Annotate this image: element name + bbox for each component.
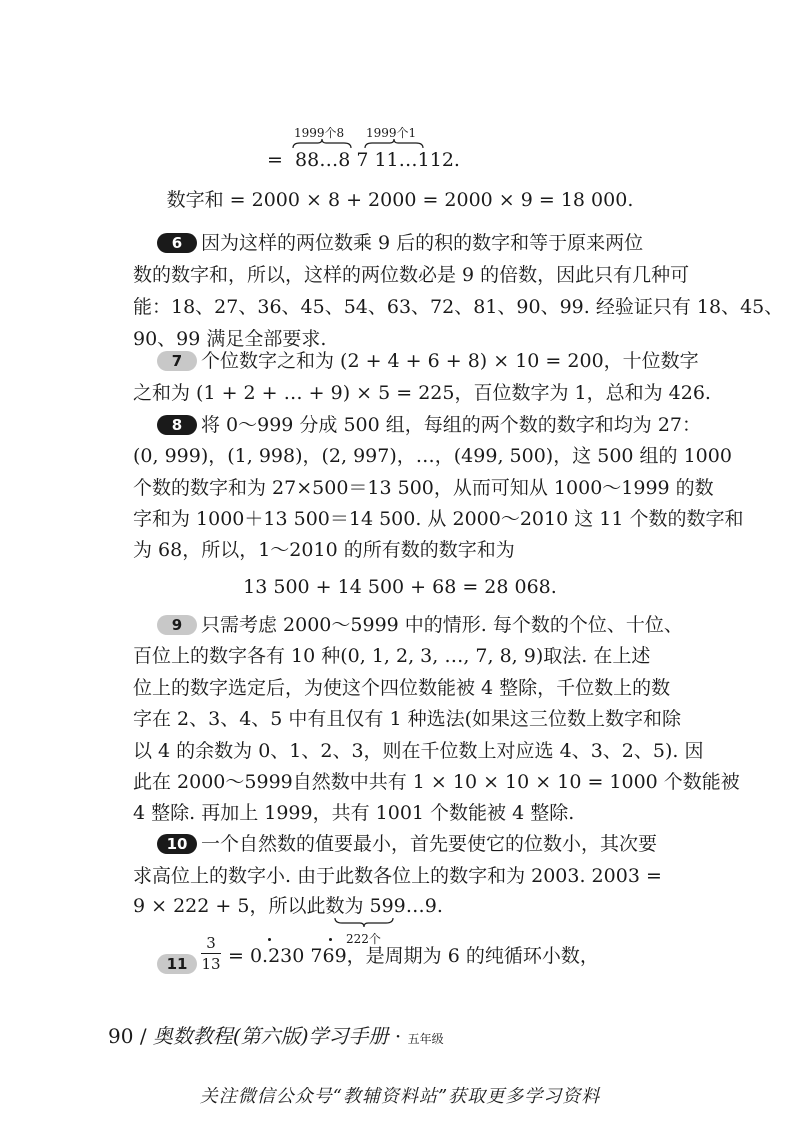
repeat-dot-start <box>268 938 271 941</box>
problem-6-line-3: 能：18、27、36、45、54、63、72、81、90、99. 经验证只有 18、45、 <box>133 296 784 318</box>
problem-9-line-5: 以 4 的余数为 0、1、2、3，则在千位数上对应选 4、3、2、5). 因 <box>133 740 704 762</box>
brace-label-1999-1: 1999个1 <box>366 126 417 140</box>
problem-8-line-4: 字和为 1000＋13 500＝14 500. 从 2000～2010 这 11 个数的数字和 <box>133 508 744 530</box>
underbrace-599 <box>334 917 394 927</box>
brace-label-1999-8: 1999个8 <box>294 126 345 140</box>
problem-9-line-2: 百位上的数字各有 10 种(0, 1, 2, 3, …, 7, 8, 9)取法. 在上述 <box>133 645 651 667</box>
problem-9-line-3: 位上的数字选定后，为使这个四位数能被 4 整除，千位数上的数 <box>133 677 671 699</box>
page-number: 90 <box>108 1024 134 1048</box>
problem-8-formula: 13 500 + 14 500 + 68 = 28 068. <box>243 576 557 598</box>
footer-slash: / <box>139 1024 147 1048</box>
problem-number-badge: 7 <box>157 351 197 371</box>
problem-7-line-1: 7 个位数字之和为 (2 + 4 + 6 + 8) × 10 = 200，十位数字 <box>157 349 699 373</box>
problem-8-line-1: 8 将 0～999 分成 500 组，每组的两个数的数字和均为 27： <box>157 413 701 437</box>
problem-number-badge: 9 <box>157 615 197 635</box>
fraction-denominator: 13 <box>201 955 221 973</box>
problem-number-badge: 8 <box>157 415 197 435</box>
problem-6-line-1: 6 因为这样的两位数乘 9 后的积的数字和等于原来两位 <box>157 231 643 255</box>
problem-11-text: = 0.230 769，是周期为 6 的纯循环小数， <box>228 945 599 967</box>
grade-label: 五年级 <box>407 1032 444 1046</box>
page-footer <box>108 1020 444 1049</box>
book-title: 奥数教程(第六版)学习手册 <box>152 1024 389 1048</box>
problem-6-line-4: 90、99 满足全部要求. <box>133 328 327 350</box>
problem-9-line-6: 此在 2000～5999自然数中共有 1 × 10 × 10 × 10 = 1000 个数能被 <box>133 771 740 793</box>
problem-number-badge: 11 <box>157 954 197 974</box>
problem-10-line-1: 10 一个自然数的值要最小，首先要使它的位数小，其次要 <box>157 832 657 856</box>
problem-8-line-3: 个数的数字和为 27×500＝13 500，从而可知从 1000～1999 的数 <box>133 477 714 499</box>
problem-6-line-2: 数的数字和，所以，这样的两位数必是 9 的倍数，因此只有几种可 <box>133 264 690 286</box>
problem-11-badge-line <box>157 952 201 976</box>
repeat-dot-end <box>329 938 332 941</box>
problem-10-line-3: 9 × 222 + 5，所以此数为 599…9. <box>133 895 443 917</box>
digit-sum-line: 数字和 = 2000 × 8 + 2000 = 2000 × 9 = 18 000. <box>166 189 634 211</box>
problem-number-badge: 10 <box>157 834 197 854</box>
problem-7-line-2: 之和为 (1 + 2 + … + 9) × 5 = 225，百位数字为 1，总和为 426. <box>133 382 711 404</box>
problem-10-line-2: 求高位上的数字小. 由于此数各位上的数字和为 2003. 2003 = <box>133 865 662 887</box>
fraction-numerator: 3 <box>206 934 216 952</box>
top-formula: = 88…8 7 11…112. <box>267 149 460 171</box>
problem-8-line-2: (0, 999)，(1, 998)，(2, 997)，…，(499, 500)，这 500 组的 1000 <box>133 445 732 467</box>
fraction-bar <box>201 953 221 954</box>
problem-8-line-5: 为 68，所以，1～2010 的所有数的数字和为 <box>133 539 515 561</box>
footer-bullet: · <box>394 1024 402 1048</box>
problem-9-line-7: 4 整除. 再加上 1999，共有 1001 个数能被 4 整除. <box>133 802 575 824</box>
brace-label-222: 222个 <box>346 932 381 946</box>
problem-9-line-4: 字在 2、3、4、5 中有且仅有 1 种选法(如果这三位数上数字和除 <box>133 708 682 730</box>
watermark-text: 关注微信公众号“教辅资料站”获取更多学习资料 <box>199 1086 601 1107</box>
problem-number-badge: 6 <box>157 233 197 253</box>
problem-9-line-1: 9 只需考虑 2000～5999 中的情形. 每个数的个位、十位、 <box>157 613 683 637</box>
